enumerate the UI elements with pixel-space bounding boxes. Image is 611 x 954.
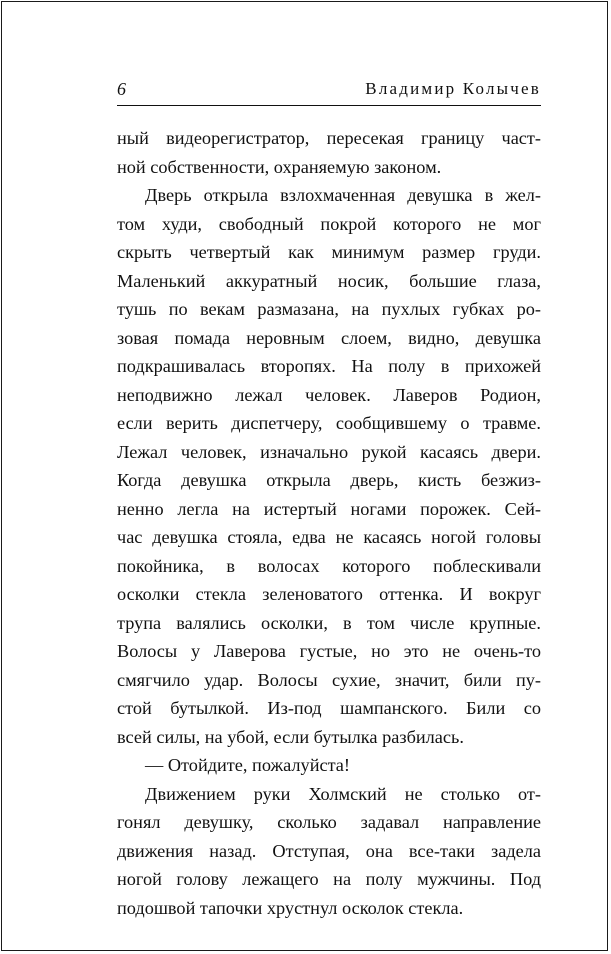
text-line: если верить диспетчеру, сообщившему о травме. (117, 413, 541, 433)
page-header (117, 78, 541, 106)
text-line: Волосы у Лаверова густые, но это не очень-то (117, 641, 541, 661)
text-line: ногой голову лежащего на полу мужчины. Под (117, 869, 541, 889)
text-line: ной собственности, охраняемую законом. (117, 156, 442, 177)
text-line: Дверь открыла взлохмаченная девушка в жел- (145, 185, 541, 205)
text-line: ненно легла на истертый ногами порожек. Сей- (117, 498, 541, 519)
text-line: трупа валялись осколки, в том числе крупные. (117, 612, 541, 633)
author-running-head: Владимир Колычев (365, 79, 541, 98)
text-line: осколки стекла зеленоватого оттенка. И вокруг (117, 584, 541, 604)
text-line: смягчило удар. Волосы сухие, значит, били пу- (117, 669, 541, 690)
body-text (117, 124, 541, 922)
text-line: том худи, свободный покрой которого не мог (117, 213, 541, 234)
text-line: движения назад. Отступая, она все-таки задела (117, 840, 541, 861)
text-line: Движением руки Холмский не столько от- (145, 783, 541, 804)
text-line: покойника, в волосах которого поблескивали (117, 555, 541, 576)
text-line: час девушка стояла, едва не касаясь ногой головы (117, 527, 541, 547)
text-line: тушь по векам размазана, на пухлых губках ро- (117, 299, 541, 319)
text-line: зовая помада неровным слоем, видно, девушка (117, 327, 541, 348)
book-page (1, 1, 608, 951)
text-line: подошвой тапочки хрустнул осколок стекла. (117, 897, 464, 918)
text-line: Когда девушка открыла дверь, кисть безжиз- (117, 470, 541, 490)
header-rule (117, 105, 541, 106)
text-line: подкрашивалась второпях. На полу в прихожей (117, 356, 541, 376)
text-line: всей силы, на убой, если бутылка разбилась. (117, 726, 464, 747)
text-line: неподвижно лежал человек. Лаверов Родион, (117, 384, 541, 405)
page-number: 6 (117, 79, 126, 99)
text-line: ный видеорегистратор, пересекая границу част- (117, 128, 541, 148)
text-line: гонял девушку, сколько задавал направление (117, 812, 541, 832)
text-line: скрыть четвертый как минимум размер груди. (117, 242, 541, 262)
text-line: Маленький аккуратный носик, большие глаза, (117, 270, 541, 291)
text-line: Лежал человек, изначально рукой касаясь двери. (117, 441, 541, 462)
text-line: — Отойдите, пожалуйста! (145, 755, 351, 775)
text-line: стой бутылкой. Из-под шампанского. Били со (117, 698, 541, 718)
